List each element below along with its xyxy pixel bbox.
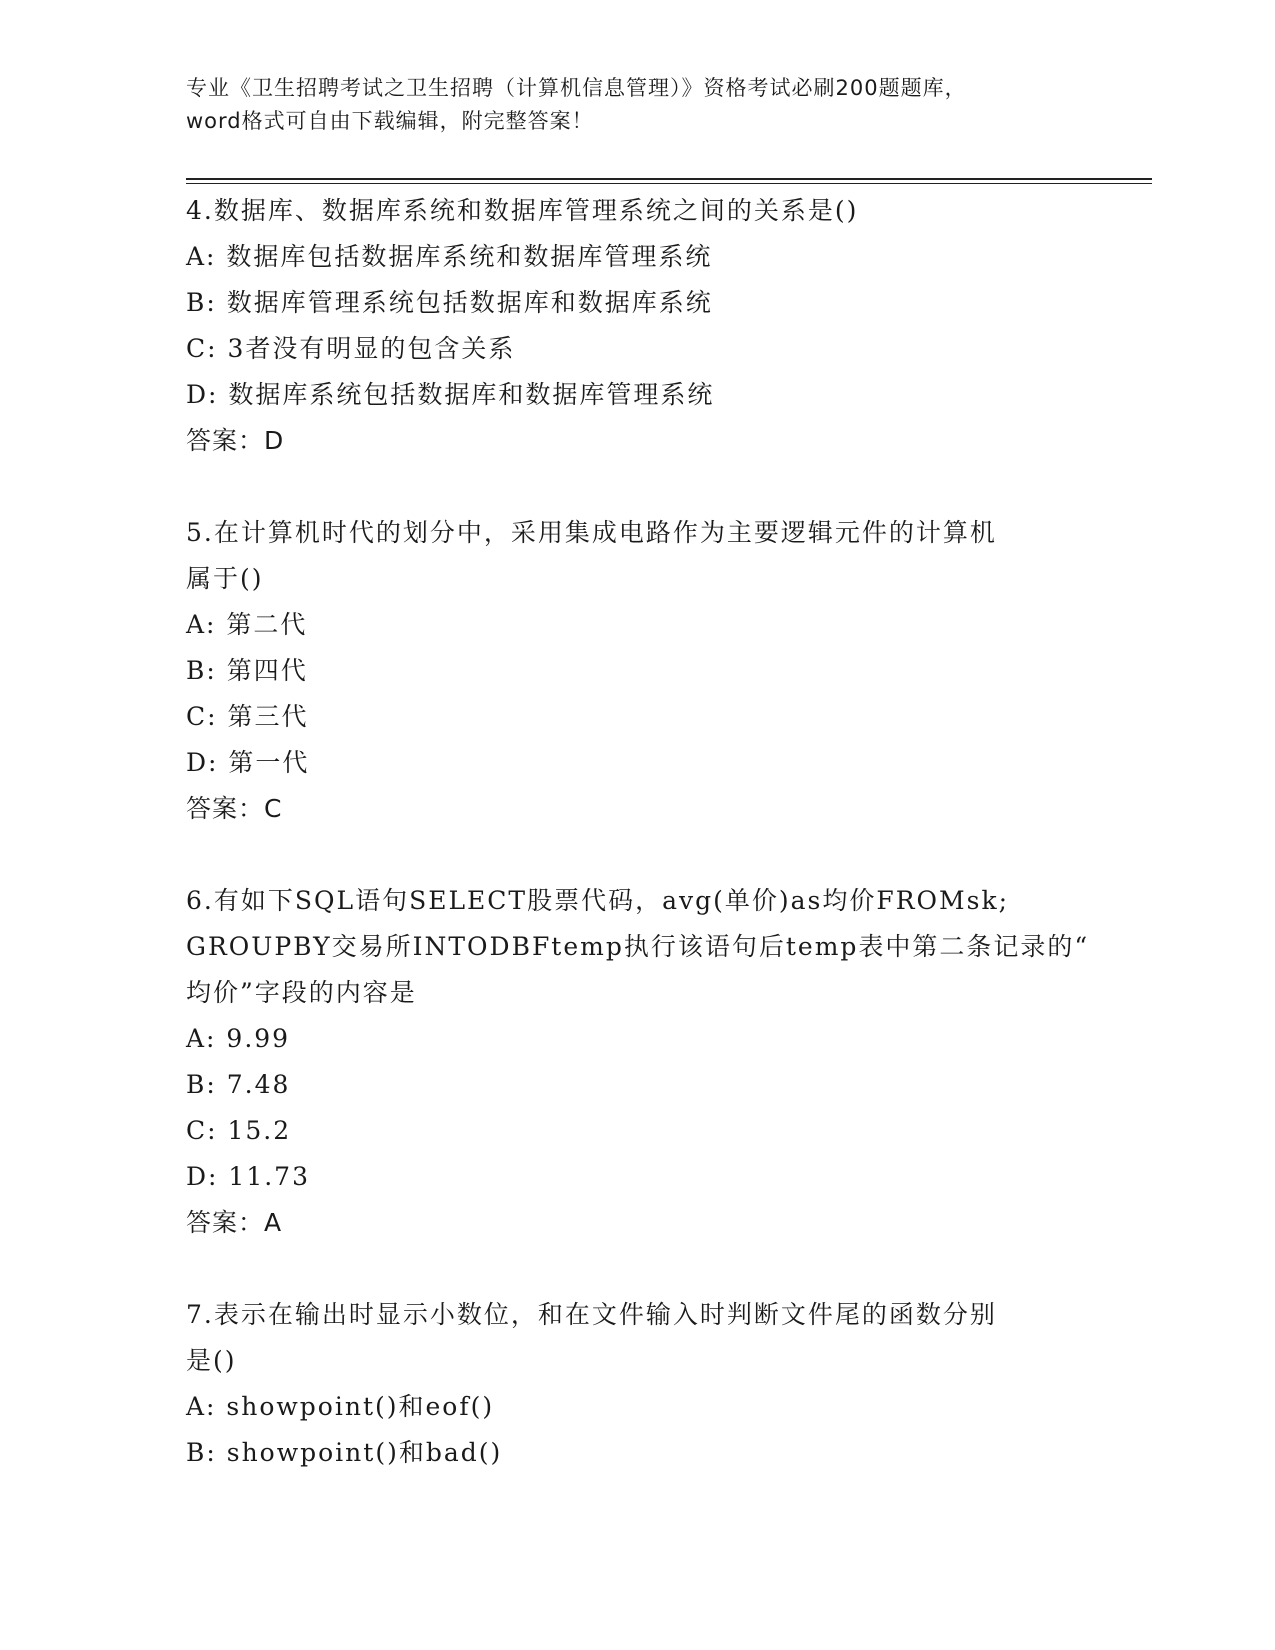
question-text: 5.在计算机时代的划分中，采用集成电路作为主要逻辑元件的计算机: [186, 518, 997, 547]
question-7: [186, 1292, 1086, 1476]
header-rule-thick: [186, 178, 1152, 180]
question-text: GROUPBY交易所INTODBFtemp执行该语句后temp表中第二条记录的“: [186, 932, 1090, 961]
header-rule-thin: [186, 183, 1152, 184]
spacer: [186, 464, 1086, 510]
question-6: [186, 878, 1090, 1246]
option-b: B: 第四代: [186, 656, 308, 685]
option-a: A: 9.99: [186, 1024, 291, 1053]
question-text: 4.数据库、数据库系统和数据库管理系统之间的关系是(): [186, 196, 859, 225]
document-header: [186, 72, 1086, 138]
option-b: B: 7.48: [186, 1070, 291, 1099]
header-line-2: word格式可自由下载编辑，附完整答案！: [186, 109, 594, 133]
answer: 答案：C: [186, 794, 283, 823]
option-d: D: 数据库系统包括数据库和数据库管理系统: [186, 380, 715, 409]
answer: 答案：D: [186, 426, 285, 455]
question-5: [186, 510, 1086, 832]
option-c: C: 3者没有明显的包含关系: [186, 334, 516, 363]
option-b: B: showpoint()和bad(): [186, 1438, 503, 1467]
question-text: 6.有如下SQL语句SELECT股票代码，avg(单价)as均价FROMsk;: [186, 886, 1010, 915]
option-c: C: 第三代: [186, 702, 309, 731]
question-text: 属于(): [186, 564, 264, 593]
spacer: [186, 832, 1086, 878]
question-list: [186, 188, 1090, 1476]
option-c: C: 15.2: [186, 1116, 292, 1145]
question-text: 均价”字段的内容是: [186, 978, 417, 1007]
option-b: B: 数据库管理系统包括数据库和数据库系统: [186, 288, 713, 317]
option-a: A: 数据库包括数据库系统和数据库管理系统: [186, 242, 713, 271]
question-text: 是(): [186, 1346, 237, 1375]
option-a: A: showpoint()和eof(): [186, 1392, 495, 1421]
option-a: A: 第二代: [186, 610, 308, 639]
answer: 答案：A: [186, 1208, 283, 1237]
question-4: [186, 188, 1086, 464]
question-text: 7.表示在输出时显示小数位，和在文件输入时判断文件尾的函数分别: [186, 1300, 997, 1329]
option-d: D: 第一代: [186, 748, 310, 777]
option-d: D: 11.73: [186, 1162, 310, 1191]
header-line-1: 专业《卫生招聘考试之卫生招聘（计算机信息管理）》资格考试必刷200题题库，: [186, 76, 967, 100]
spacer: [186, 1246, 1086, 1292]
